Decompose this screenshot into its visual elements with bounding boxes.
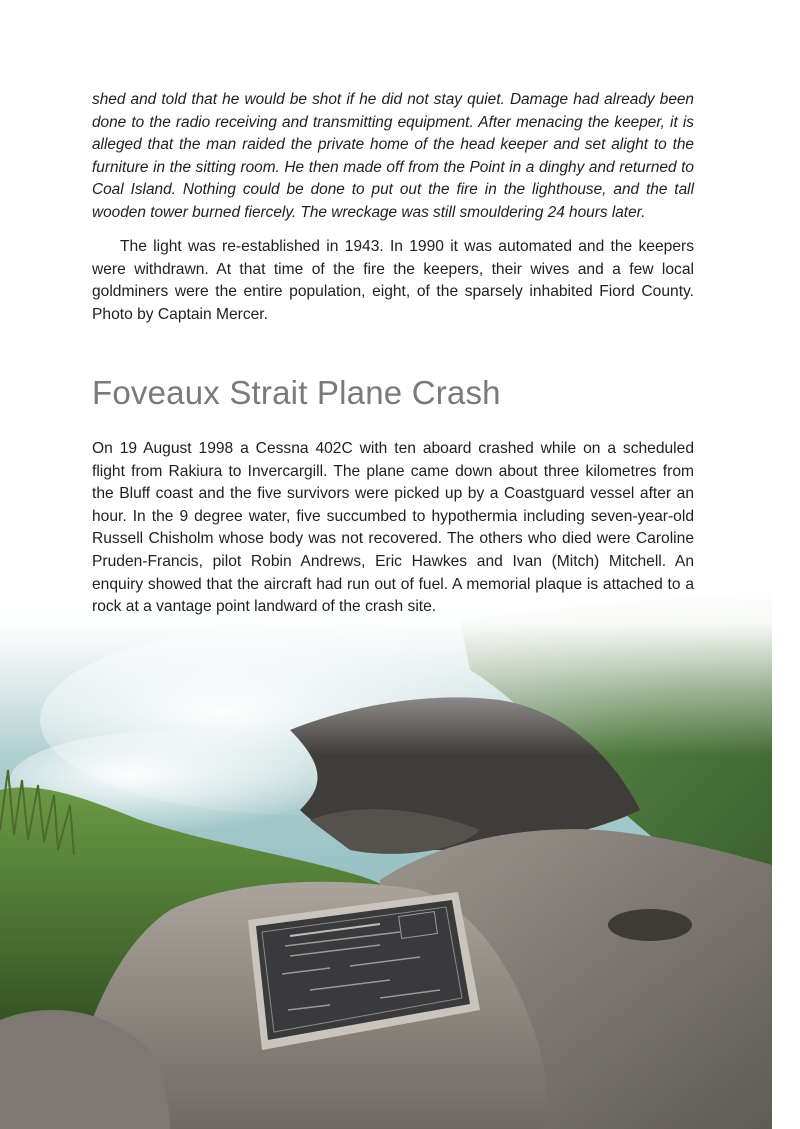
section-heading: Foveaux Strait Plane Crash bbox=[92, 374, 501, 411]
crash-paragraph: On 19 August 1998 a Cessna 402C with ten aboard crashed while on a scheduled flight from Rakiura to Invercargill. The plane came down about three kilometres from the Bluff coast and the five survivors were picked up by a Coastguard vessel after an hour. In the 9 degree water, five succumbed to hypothermia including seven-year-old Russell Chisholm whose body was not recovered. The others who died were Caroline Pruden-Francis, pilot Robin Andrews, Eric Hawkes and Ivan (Mitch) Mitchell. An enquiry showed that the aircraft had run out of fuel. A memorial plaque is attached to a rock at a vantage point landward of the crash site. bbox=[92, 440, 694, 616]
memorial-coast-photo bbox=[0, 580, 772, 1129]
lighthouse-paragraph: The light was re-established in 1943. In 1990 it was automated and the keepers were withdrawn. At that time of the fire the keepers, their wives and a few local goldminers were the entire population, eight, of the sparsely inhabited Fiord County. Photo by Captain Mercer. bbox=[92, 238, 694, 323]
quote-paragraph: shed and told that he would be shot if he did not stay quiet. Damage had already been done to the radio receiving and transmitting equipment. After menacing the keeper, it is alleged that the man raided the private home of the head keeper and set alight to the furniture in the sitting room. He then made off from the Point in a dinghy and returned to Coal Island. Nothing could be done to put out the fire in the lighthouse, and the tall wooden tower burned fiercely. The wreckage was still smouldering 24 hours later. bbox=[92, 91, 694, 221]
page-edge bbox=[772, 0, 800, 1129]
